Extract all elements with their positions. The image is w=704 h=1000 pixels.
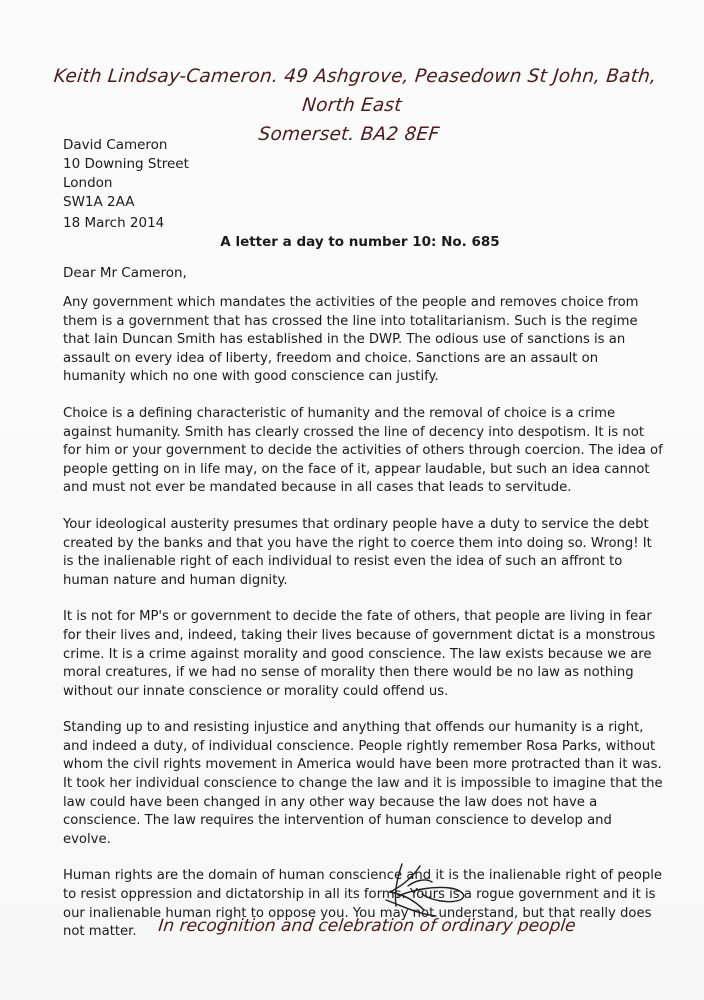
letter-body (63, 294, 663, 960)
letter-subject: A letter a day to number 10: No. 685 (220, 234, 500, 250)
body-paragraph: Your ideological austerity presumes that ordinary people have a duty to service the debt created by the banks and that you have the right to coerce them into doing so. Wrong! It is the inalienable right of each individual to resist even the idea of such an affront to human nature and human dignity. (63, 516, 652, 588)
body-paragraph: Choice is a defining characteristic of humanity and the removal of choice is a crime against humanity. Smith has clearly crossed the line of decency into despotism. It is not for him or your government to decide the activities of others through coercion. The idea of people getting on in life may, on the face of it, appear laudable, but such an idea cannot and must not ever be mandated because in all cases that leads to servitude. (63, 405, 663, 496)
footer-tagline: In recognition and celebration of ordinary people (157, 916, 577, 936)
recipient-street: 10 Downing Street (63, 156, 189, 172)
letterhead-line-2: Somerset. BA2 8EF (257, 124, 441, 145)
handwritten-signature (372, 856, 472, 922)
body-paragraph: Human rights are the domain of human conscience and it is the inalienable right of people to resist oppression and dictatorship in all its forms. Yours is a rogue government and it is our inalienable human right to oppose you. You may not understand, but that really does not matter. (63, 868, 663, 940)
recipient-address (63, 136, 189, 212)
letter-date: 18 March 2014 (63, 215, 165, 231)
recipient-postcode: SW1A 2AA (63, 194, 135, 210)
body-paragraph: It is not for MP's or government to decide the fate of others, that people are living in fear for their lives and, indeed, taking their lives because of government dictat is a monstrous crime. It is a crime against morality and good conscience. The law exists because we are moral creatures, if we had no sense of morality then there would be no law as nothing without our innate conscience or morality could offend us. (63, 609, 656, 699)
salutation: Dear Mr Cameron, (63, 265, 187, 281)
recipient-city: London (63, 175, 113, 191)
body-paragraph: Standing up to and resisting injustice and anything that offends our humanity is a right, and indeed a duty, of individual conscience. People rightly remember Rosa Parks, without whom the civil rights movement in America would have been more protracted than it was. It took her individual conscience to change the law and it is impossible to imagine that the law could have been changed in any other way because the law does not have a conscience. The law requires the intervention of human conscience to develop and evolve. (63, 720, 663, 847)
body-paragraph: Any government which mandates the activities of the people and removes choice from them is a government that has crossed the line into totalitarianism. Such is the regime that Iain Duncan Smith has established in the DWP. The odious use of sanctions is an assault on every idea of liberty, freedom and choice. Sanctions are an assault on humanity which no one with good conscience can justify. (63, 295, 639, 385)
recipient-name: David Cameron (63, 137, 168, 153)
letterhead-line-1: Keith Lindsay-Cameron. 49 Ashgrove, Peasedown St John, Bath, North East (52, 66, 658, 116)
